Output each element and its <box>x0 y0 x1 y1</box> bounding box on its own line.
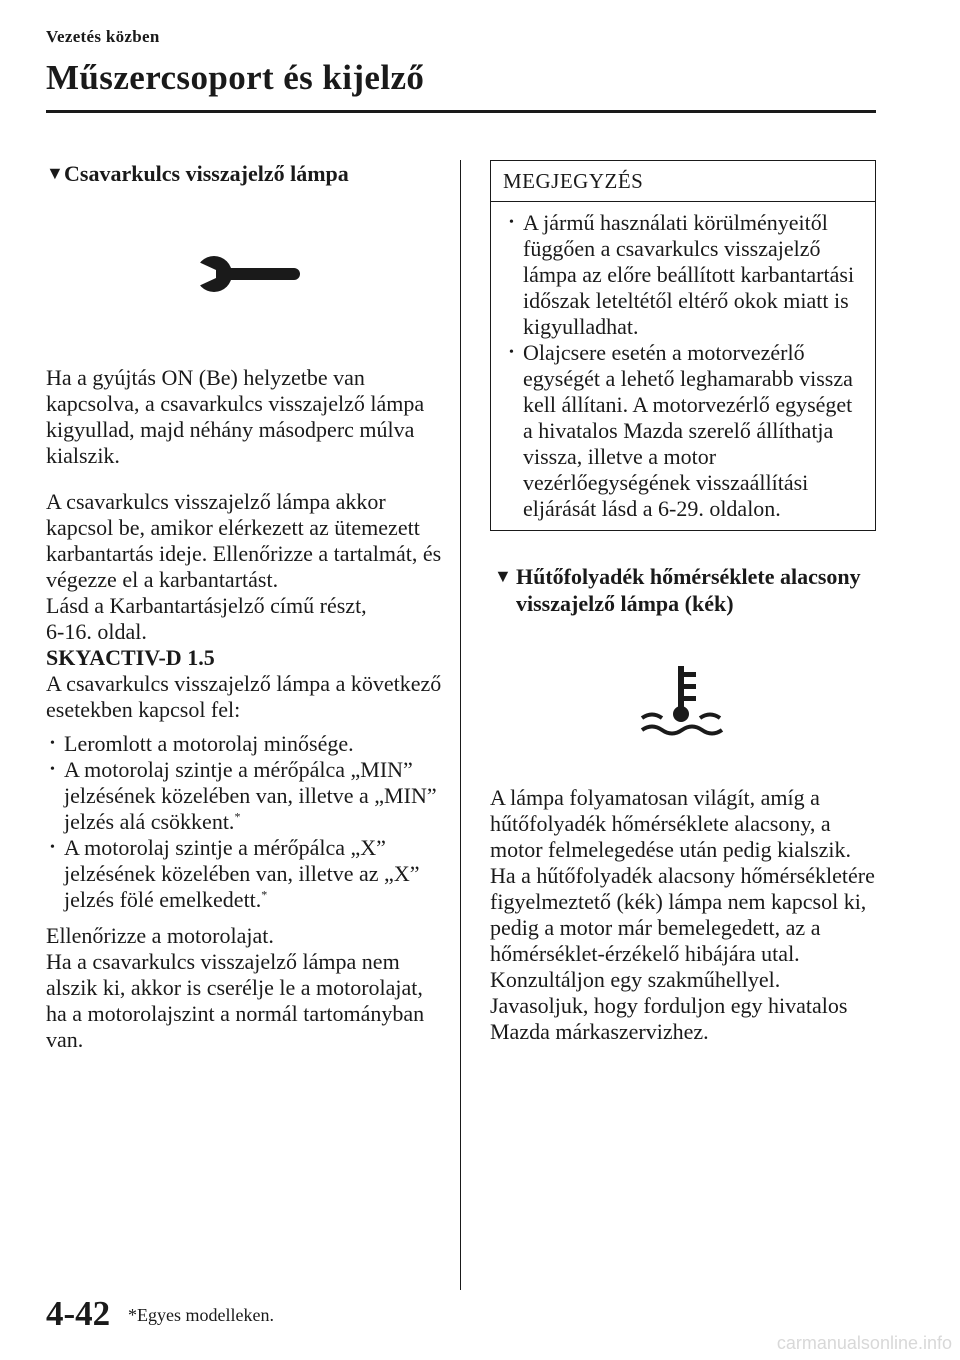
coolant-icon-box <box>490 627 876 777</box>
page-number: 4-42 <box>46 1294 111 1333</box>
right-column <box>490 160 876 1045</box>
section-kicker: Vezetés közben <box>46 27 160 46</box>
wrench-paragraph-1: Ha a gyújtás ON (Be) helyzetbe van kapcsolva, a csavarkulcs visszajelző lámpa kigyullad, majd néhány másodperc múlva kialszik. <box>46 365 425 468</box>
list-item: • Olajcsere esetén a motorvezérlő egységét a lehető leghamarabb vissza kell állítani. A motorvezérlő egységet a hivatalos Mazda szerelő állíthatja vissza, illetve a motor vezérlőegységének visszaállítási eljárását lásd a 6-29. oldalon. <box>505 340 867 522</box>
list-item: • A motorolaj szintje a mérőpálca „MIN” jelzésének közelében van, illetve a „MIN” jelzés alá csökkent.* <box>46 757 446 835</box>
list-item: • A motorolaj szintje a mérőpálca „X” jelzésének közelében van, illetve az „X” jelzés fölé emelkedett.* <box>46 835 446 913</box>
engine-model-label: SKYACTIV-D 1.5 <box>46 645 215 670</box>
coolant-paragraph-1: A lámpa folyamatosan világít, amíg a hűtőfolyadék hőmérséklete alacsony, a motor felmelegedése után pedig kialszik. <box>490 785 852 862</box>
footnote-mark: * <box>261 887 268 902</box>
title-rule <box>46 110 876 113</box>
wrench-paragraph-6: Ellenőrizze a motorolajat. <box>46 923 274 948</box>
wrench-conditions-list <box>46 731 446 913</box>
wrench-paragraph-7: Ha a csavarkulcs visszajelző lámpa nem alszik ki, akkor is cserélje le a motorolajat, ha a motorolajszint a normál tartományban van. <box>46 949 425 1052</box>
coolant-paragraph-2: Ha a hűtőfolyadék alacsony hőmérsékletére figyelmeztető (kék) lámpa nem kapcsol ki, pedig a motor már bemelegedett, az a hőmérséklet-érzékelő hibájára utal. Konzultáljon egy szakműhellyel. Javasoljuk, hogy forduljon egy hivatalos Mazda márkaszervizhez. <box>490 863 875 1044</box>
note-title: MEGJEGYZÉS <box>491 161 875 202</box>
list-item: • Leromlott a motorolaj minősége. <box>46 731 446 757</box>
left-column <box>46 160 446 1053</box>
note-box <box>490 160 876 531</box>
wrench-paragraph-4: 6-16. oldal. <box>46 619 147 644</box>
heading-triangle-icon: ▼ <box>46 163 64 183</box>
watermark: carmanualsonline.info <box>776 1333 952 1353</box>
coolant-temperature-icon <box>638 662 728 742</box>
wrench-paragraph-3: Lásd a Karbantartásjelző című részt, <box>46 593 367 618</box>
heading-triangle-icon: ▼ <box>494 566 512 586</box>
wrench-heading-text: Csavarkulcs visszajelző lámpa <box>64 161 349 186</box>
column-divider <box>460 160 461 1290</box>
list-item: • A jármű használati körülményeitől függően a csavarkulcs visszajelző lámpa az előre beállított karbantartási időszak leteltétől eltérő okok miatt is kigyulladhat. <box>505 210 867 340</box>
coolant-heading-text: Hűtőfolyadék hőmérséklete alacsony visszajelző lámpa (kék) <box>516 564 861 616</box>
page-title: Műszercsoport és kijelző <box>46 58 425 97</box>
wrench-icon-box <box>46 199 446 349</box>
footnote-mark: * <box>234 809 241 824</box>
wrench-icon <box>186 244 306 304</box>
footnote: *Egyes modelleken. <box>128 1305 274 1325</box>
wrench-section-heading <box>46 160 446 187</box>
wrench-paragraph-5: A csavarkulcs visszajelző lámpa a következő esetekben kapcsol fel: <box>46 671 442 722</box>
wrench-paragraph-2: A csavarkulcs visszajelző lámpa akkor kapcsol be, amikor elérkezett az ütemezett karbantartás ideje. Ellenőrizze a tartalmát, és végezze el a karbantartást. <box>46 489 442 592</box>
coolant-section-heading <box>494 563 876 617</box>
note-list <box>505 210 867 522</box>
